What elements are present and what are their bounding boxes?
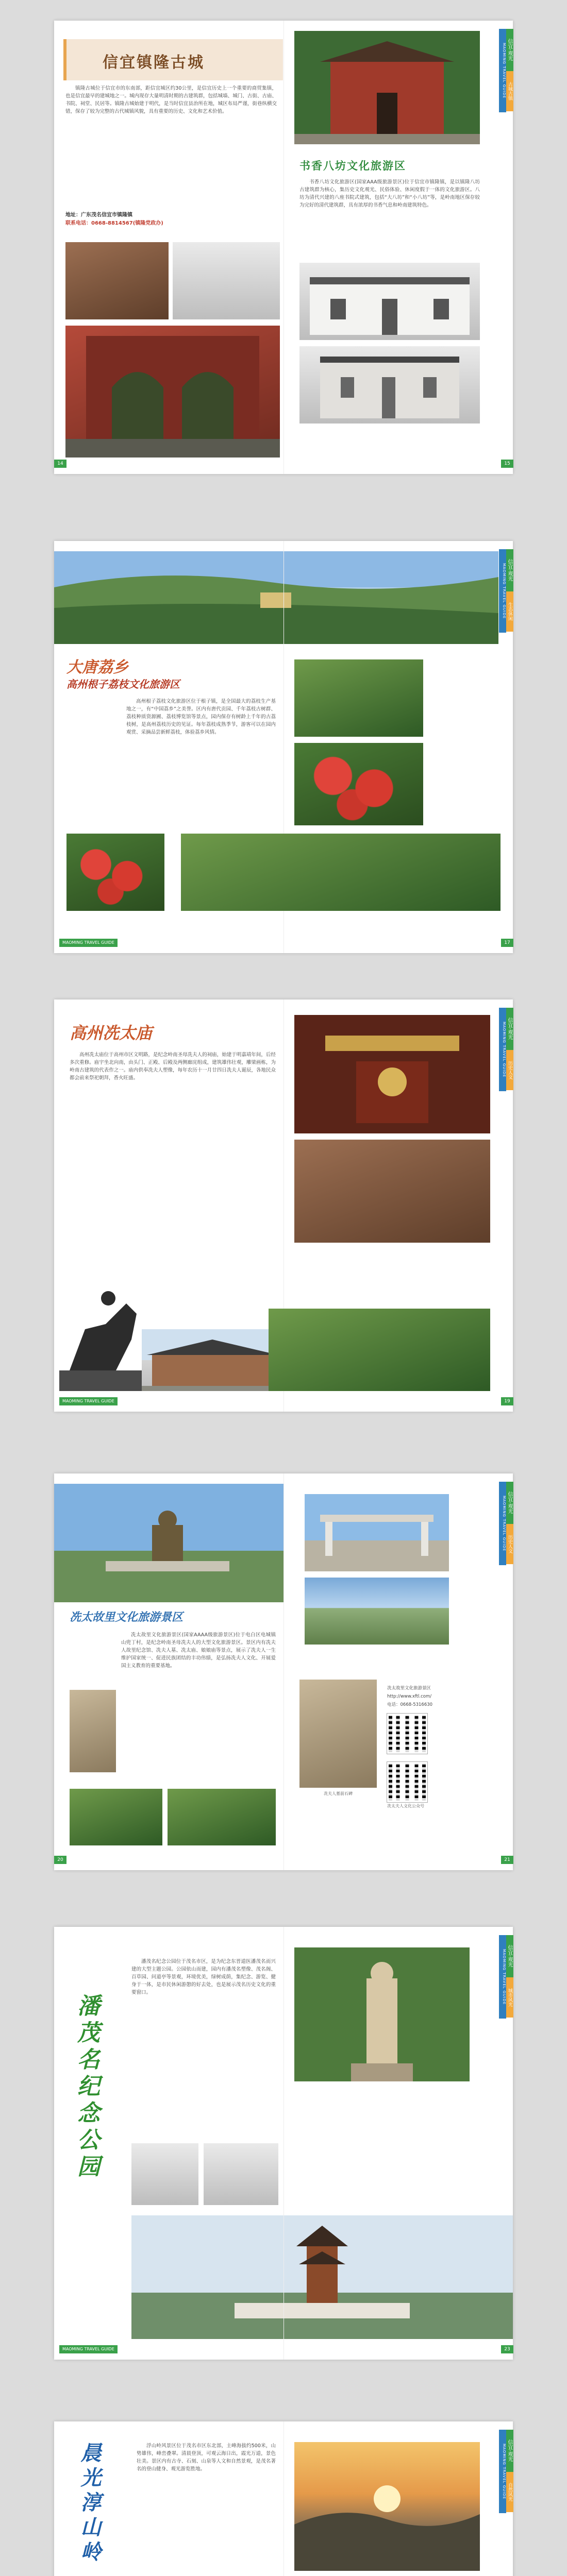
- title-line-1: 大唐荔乡: [66, 658, 128, 676]
- monument-illustration: [54, 1484, 284, 1602]
- photo-sunrise: [294, 2442, 480, 2571]
- spread-litchi: [54, 541, 513, 953]
- gateway-illustration: [305, 1494, 449, 1571]
- spread-xiantai-temple: [54, 999, 513, 1412]
- sidebar-cn: 信宜·观光: [506, 2430, 513, 2472]
- section-title: 书香八坊文化旅游区: [299, 159, 406, 172]
- title-box: [63, 39, 283, 80]
- page-left: [54, 2421, 284, 2576]
- photo-house-1: [299, 263, 480, 340]
- sidebar-sub: 城市风光: [506, 1977, 513, 2018]
- photo-litchi-1: [66, 834, 164, 911]
- temple-illustration: [142, 1329, 284, 1391]
- spread-panmaoming: [54, 1927, 513, 2360]
- photo-gate: [294, 31, 480, 144]
- body-paragraph: 镇隆古城位于信宜市的东南部，距信宜城区约30公里，是信宜历史上一个重要的商贸集镇，也是信宜最早的建城地之一。城内现存大量明清时期的古建筑群，包括城墙、城门、古街、古庙、书院、祠堂、民居等。镇隆古城始建于明代，是当时信宜县治所在地，城区布局严谨，街巷纵横交错，保存了较为完整的古代城镇风貌，具有重要的历史、文化和艺术价值。: [65, 86, 277, 114]
- sidebar-cn: 信宜·观光: [506, 1935, 513, 1977]
- photo-pavilion-left: [131, 2143, 198, 2205]
- caption-stone: 冼夫人墓前石碑: [324, 1791, 353, 1796]
- photo-archway: [65, 326, 280, 457]
- sidebar-sub: 历史人文: [506, 1050, 513, 1090]
- qr-code-2[interactable]: [387, 1762, 427, 1802]
- page-title: 潘茂名纪念公园: [73, 1994, 99, 2181]
- spread-guchen: [54, 21, 513, 474]
- photo-garden: [168, 1789, 276, 1845]
- gate-illustration: [294, 31, 480, 144]
- info-phone: 电话：0668-5316630: [387, 1702, 433, 1707]
- page-title: 冼太故里文化旅游景区: [70, 1611, 184, 1624]
- photo-village: [70, 1789, 162, 1845]
- sidebar-sub: 古城古镇: [506, 71, 513, 111]
- page-left: [54, 21, 284, 474]
- address: 地址：广东茂名信宜市镇隆镇: [65, 212, 132, 218]
- photo-monument: [54, 1484, 284, 1602]
- page-footer: MAOMING TRAVEL GUIDE: [59, 2345, 118, 2353]
- photo-gateway: [305, 1494, 449, 1571]
- sidebar-sub: 自然风光: [506, 2472, 513, 2512]
- info-website[interactable]: http://www.xftl.com/: [387, 1694, 432, 1699]
- page-footer: MAOMING TRAVEL GUIDE: [59, 1397, 118, 1405]
- sidebar-sub: 生态休闲: [506, 591, 513, 632]
- page-title: 晨光淳山岭: [77, 2442, 102, 2566]
- page-number: 23: [501, 2345, 513, 2353]
- title-line-2: 高州根子荔枝文化旅游区: [66, 678, 180, 690]
- body-paragraph: 高州根子荔枝文化旅游区位于根子镇，是全国最大的荔枝生产基地之一，有“中国荔乡”之美誉。区内有唐代贡园、千年荔枝古树群、荔枝种质资源圃、荔枝博览馆等景点，园内保存有树龄上千年的古荔枝树，是高州荔枝历史的见证。每年荔枝成熟季节，游客可以在园内观赏、采摘品尝新鲜荔枝，体验荔乡风情。: [126, 699, 276, 735]
- body-text: [121, 1631, 276, 1672]
- page-right: [284, 1927, 513, 2360]
- page-left: [54, 999, 284, 1412]
- sunrise-illustration: [294, 2442, 480, 2571]
- body-paragraph: 潘茂名纪念公园位于茂名市区，是为纪念东晋道医潘茂名而兴建的大型主题公园。公园依山而建，园内有潘茂名塑像、茂名阁、百草园、问道亭等景观，环境优美，绿树成荫，集纪念、游览、健身于一体，是市民休闲游憩的好去处，也是展示茂名历史文化的重要窗口。: [131, 1959, 276, 1995]
- body-paragraph: 冼太故里文化旅游景区(国家AAAA级旅游景区)位于电白区电城镇山兜丁村，是纪念岭南圣母冼夫人的大型文化旅游景区。景区内有冼夫人故里纪念馆、冼夫人墓、冼太庙、娘娘庙等景点，展示了冼夫人一生维护国家统一、促进民族团结的丰功伟绩，是弘扬冼夫人文化、开展爱国主义教育的重要基地。: [121, 1632, 276, 1669]
- photo-carved-stone: [299, 1680, 377, 1788]
- sidebar-cn: 信宜·观光: [506, 1008, 513, 1050]
- sidebar-en: MAOMING TRAVEL GUIDE: [499, 1482, 506, 1565]
- phone: 联系电话：0668-8814567(镇隆党政办): [65, 221, 163, 226]
- photo-temple-front: [142, 1329, 284, 1391]
- sidebar-cn: 信宜·观光: [506, 1482, 513, 1524]
- house-illustration: [299, 346, 480, 423]
- page-number: 14: [54, 460, 66, 468]
- photo-stone-tablet: [70, 1690, 116, 1772]
- house-illustration: [299, 263, 480, 340]
- body-paragraph: 书香八坊文化旅游区(国家AAA级旅游景区)位于信宜市镇隆镇，是以镇隆八坊古建筑群为核心，集历史文化观光、民俗体验、休闲度假于一体的文化旅游区。八坊为清代兴建的八座书院式建筑，包括“大八坊”和“小八坊”等，是岭南地区保存较为完好的清代建筑群，具有浓厚的书香气息和岭南建筑特色。: [299, 179, 480, 208]
- interior-illustration: [294, 1015, 490, 1133]
- caption-qr: 冼太夫人文化公众号: [387, 1804, 424, 1808]
- page-right: [284, 21, 513, 474]
- photo-statue: [294, 1947, 470, 2081]
- sidebar-cn: 信宜·观光: [506, 549, 513, 591]
- page-title: 高州冼太庙: [70, 1023, 153, 1043]
- spread-xiantai-hometown: [54, 1473, 513, 1870]
- spread-fushanling: [54, 2421, 513, 2576]
- page-right: [284, 2421, 513, 2576]
- body-paragraph: 高州冼太庙位于高州市区文明路，是纪念岭南圣母冼夫人的祠庙，始建于明嘉靖年间，后经多次重修。庙宇坐北向南，由头门、正殿、后殿及两侧廊庑组成，建筑雄伟壮观，雕梁画栋，为岭南古建筑的代表作之一。庙内供奉冼夫人塑像，每年农历十一月廿四日冼夫人诞辰，各地民众都会前来祭祀朝拜，香火旺盛。: [70, 1052, 276, 1081]
- photo-altar: [294, 1140, 490, 1243]
- page-number: 20: [54, 1856, 66, 1864]
- photo-orchard: [181, 834, 501, 911]
- sidebar-en: MAOMING TRAVEL GUIDE: [499, 29, 506, 112]
- photo-bridge: [305, 1578, 449, 1645]
- photo-gate-left: [204, 2143, 278, 2205]
- page-footer: MAOMING TRAVEL GUIDE: [59, 939, 118, 947]
- sidebar-en: MAOMING TRAVEL GUIDE: [499, 2430, 506, 2513]
- info-title: 冼太故里文化旅游景区: [387, 1686, 431, 1691]
- photo-house-2: [299, 346, 480, 423]
- photo-building: [173, 242, 280, 319]
- page-number: 17: [501, 939, 513, 947]
- photo-grounds: [269, 1309, 490, 1391]
- photo-temple-interior: [294, 1015, 490, 1133]
- sidebar-en: MAOMING TRAVEL GUIDE: [499, 1935, 506, 2019]
- qr-code[interactable]: [387, 1714, 427, 1754]
- page-left: [54, 1473, 284, 1870]
- page-title: 信宜镇隆古城: [103, 54, 205, 72]
- page-number: 19: [501, 1397, 513, 1405]
- statue-illustration: [294, 1947, 470, 2081]
- photo-ancient-tree: [294, 659, 423, 737]
- body-text: [137, 2442, 276, 2475]
- archway-illustration: [65, 326, 280, 457]
- photo-litchi-branch: [294, 743, 423, 825]
- page-right: [284, 541, 513, 953]
- body-text: [126, 698, 276, 738]
- sidebar-cn: 信宜·观光: [506, 29, 513, 71]
- photo-street: [65, 242, 169, 319]
- page-number: 15: [501, 460, 513, 468]
- sidebar-sub: 历史人文: [506, 1524, 513, 1564]
- body-text: [131, 1958, 276, 1998]
- section-body: [299, 178, 480, 211]
- body-text: [65, 84, 277, 117]
- page-right: [284, 999, 513, 1412]
- sidebar-en: MAOMING TRAVEL GUIDE: [499, 549, 506, 633]
- page-number: 21: [501, 1856, 513, 1864]
- sidebar-en: MAOMING TRAVEL GUIDE: [499, 1008, 506, 1091]
- body-paragraph: 浮山岭风景区位于茂名市区东北部，主峰海拔约500米，山势雄伟，峰峦叠翠。清晨登顶，可观云海日出，霞光万道，景色壮美。景区内有古寺、石刻、山泉等人文和自然景观，是茂名著名的登山健身、观光游览胜地。: [137, 2443, 276, 2472]
- page-right: [284, 1473, 513, 1870]
- body-text: [70, 1051, 276, 1084]
